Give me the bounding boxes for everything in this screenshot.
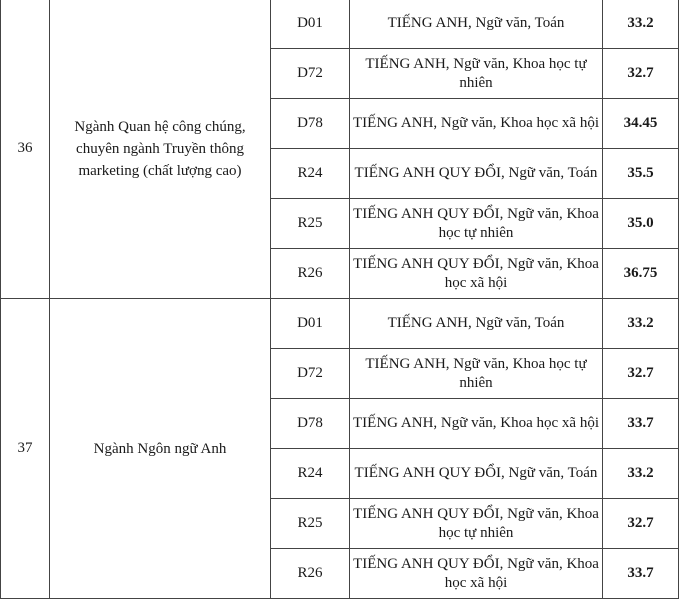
score-cell: 33.2	[603, 299, 679, 349]
combination-code-cell: R25	[271, 499, 350, 549]
subject-combination-cell: TIẾNG ANH, Ngữ văn, Khoa học xã hội	[350, 399, 603, 449]
score-cell: 33.2	[603, 449, 679, 499]
subject-combination-cell: TIẾNG ANH, Ngữ văn, Khoa học tự nhiên	[350, 349, 603, 399]
score-cell: 32.7	[603, 49, 679, 99]
subject-combination-cell: TIẾNG ANH QUY ĐỔI, Ngữ văn, Khoa học tự nhiên	[350, 499, 603, 549]
score-cell: 35.0	[603, 199, 679, 249]
combination-code-cell: R24	[271, 149, 350, 199]
subject-combination-cell: TIẾNG ANH, Ngữ văn, Toán	[350, 299, 603, 349]
combination-code-cell: R24	[271, 449, 350, 499]
score-cell: 35.5	[603, 149, 679, 199]
combination-code-cell: R26	[271, 249, 350, 299]
subject-combination-cell: TIẾNG ANH QUY ĐỔI, Ngữ văn, Khoa học tự nhiên	[350, 199, 603, 249]
subject-combination-cell: TIẾNG ANH QUY ĐỔI, Ngữ văn, Toán	[350, 149, 603, 199]
combination-code-cell: D78	[271, 399, 350, 449]
score-cell: 36.75	[603, 249, 679, 299]
score-cell: 33.7	[603, 549, 679, 599]
table-row	[1, 299, 679, 349]
combination-code-cell: R25	[271, 199, 350, 249]
major-name-cell: Ngành Ngôn ngữ Anh	[50, 299, 271, 599]
score-cell: 32.7	[603, 499, 679, 549]
combination-code-cell: D78	[271, 99, 350, 149]
subject-combination-cell: TIẾNG ANH, Ngữ văn, Toán	[350, 0, 603, 49]
combination-code-cell: D72	[271, 49, 350, 99]
combination-code-cell: D72	[271, 349, 350, 399]
score-cell: 34.45	[603, 99, 679, 149]
row-number-cell: 37	[1, 299, 50, 599]
score-cell: 32.7	[603, 349, 679, 399]
table-row	[1, 0, 679, 49]
subject-combination-cell: TIẾNG ANH QUY ĐỔI, Ngữ văn, Khoa học xã hội	[350, 549, 603, 599]
subject-combination-cell: TIẾNG ANH, Ngữ văn, Khoa học tự nhiên	[350, 49, 603, 99]
table-body	[1, 0, 679, 599]
combination-code-cell: R26	[271, 549, 350, 599]
score-cell: 33.7	[603, 399, 679, 449]
subject-combination-cell: TIẾNG ANH QUY ĐỔI, Ngữ văn, Toán	[350, 449, 603, 499]
row-number-cell: 36	[1, 0, 50, 299]
combination-code-cell: D01	[271, 0, 350, 49]
score-cell: 33.2	[603, 0, 679, 49]
major-name-cell: Ngành Quan hệ công chúng, chuyên ngành Truyền thông marketing (chất lượng cao)	[50, 0, 271, 299]
subject-combination-cell: TIẾNG ANH QUY ĐỔI, Ngữ văn, Khoa học xã hội	[350, 249, 603, 299]
combination-code-cell: D01	[271, 299, 350, 349]
subject-combination-cell: TIẾNG ANH, Ngữ văn, Khoa học xã hội	[350, 99, 603, 149]
